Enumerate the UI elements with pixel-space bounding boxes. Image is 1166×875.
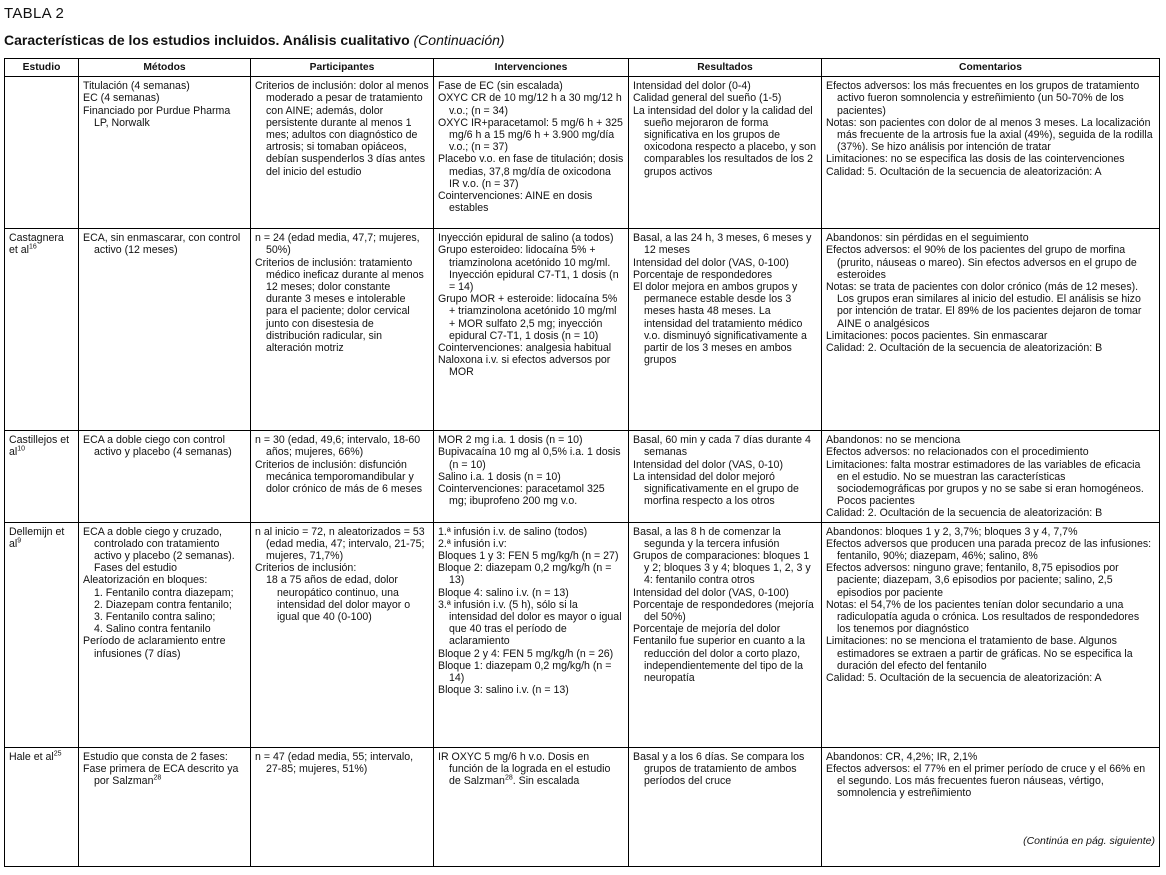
- cell-line: IR OXYC 5 mg/6 h v.o. Dosis en función de la lograda en el estudio de Salzman$^{28}$. Sin escalada: [438, 750, 611, 788]
- cell-line: Efectos adversos que producen una parada precoz de las infusiones: fentanilo, 90%; diazepam, 46%; salino, 8%: [826, 537, 1152, 563]
- cell-line: ECA a doble ciego con control activo y placebo (4 semanas): [83, 434, 232, 459]
- cell-line: La intensidad del dolor mejoró significativamente en el grupo de morfina respecto a los otros: [633, 470, 799, 508]
- cell-line: Financiado por Purdue Pharma LP, Norwalk: [83, 104, 231, 129]
- cell-comentarios: [822, 431, 1160, 522]
- cell-line: OXYC CR de 10 mg/12 h a 30 mg/12 h v.o.; (n = 34): [438, 92, 622, 117]
- cell-line: Intensidad del dolor (VAS, 0-100): [633, 586, 789, 599]
- cell-line: Notas: son pacientes con dolor de al menos 3 meses. La localización más frecuente de la artrosis fue la axial (49%), seguida de la rodilla (37%). Se hizo análisis por intención de tratar: [826, 116, 1153, 154]
- cell-line: El dolor mejora en ambos grupos y permanece estable desde los 3 meses hasta 48 meses. La intensidad del tratamiento médico v.o. disminuyó significativamente a partir de los 3 meses en ambos grupos: [633, 281, 807, 367]
- cell-line: 3.ª infusión i.v. (5 h), sólo si la intensidad del dolor es mayor o igual que 40 tras el período de aclaramiento: [438, 598, 622, 648]
- cell-line: n = 30 (edad, 49,6; intervalo, 18-60 años; mujeres, 66%): [255, 434, 421, 459]
- cell-line: Criterios de inclusión: disfunción mecánica temporomandibular y dolor crónico de más de 6 meses: [255, 458, 423, 496]
- cell-line: Bloques 1 y 3: FEN 5 mg/kg/h (n = 27): [438, 550, 619, 563]
- studies-table: [4, 58, 1160, 867]
- study-name: Dellemijn et al: [9, 525, 65, 550]
- cell-intervenciones: [434, 229, 629, 431]
- cell-line: Abandonos: sin pérdidas en el seguimiento: [826, 232, 1029, 245]
- cell-line: Grupos de comparaciones: bloques 1 y 2; bloques 3 y 4; bloques 1, 2, 3 y 4: fentanilo contra otros: [633, 550, 811, 587]
- cell-line: Abandonos: CR, 4,2%; IR, 2,1%: [826, 750, 978, 763]
- cell-line: La intensidad del dolor y la calidad del sueño mejoraron de forma significativa en los grupos de oxicodona respecto a placebo, y son comparables los resultados de los 2 grupos activos: [633, 104, 816, 178]
- cell-line: n al inicio = 72, n aleatorizados = 53 (edad media, 47; intervalo, 21-75; mujeres, 71,7%): [255, 525, 425, 563]
- cell-line: Bloque 2: diazepam 0,2 mg/kg/h (n = 13): [438, 562, 612, 587]
- table-header-row: [5, 59, 1160, 77]
- cell-resultados: [629, 747, 822, 866]
- cell-line: MOR 2 mg i.a. 1 dosis (n = 10): [438, 434, 583, 447]
- col-header-participantes: Participantes: [251, 59, 434, 77]
- cell-line: Notas: el 54,7% de los pacientes tenían dolor secundario a una radiculopatía aguda o crónica. Los resultados de respondedores los tenemos por diagnóstico: [826, 598, 1140, 636]
- cell-line: Porcentaje de respondedores: [633, 268, 772, 281]
- study-name: Castillejos et al: [9, 434, 70, 459]
- cell-line: Calidad: 5. Ocultación de la secuencia de aleatorización: A: [826, 165, 1102, 178]
- continuation-footnote: (Continúa en pág. siguiente): [1023, 835, 1155, 848]
- cell-line: Aleatorización en bloques:: [83, 574, 208, 587]
- table-row: [5, 747, 1160, 866]
- cell-line: Fase primera de ECA descrito ya por Salzman$^{28}$: [83, 762, 239, 788]
- cell-line: Calidad: 2. Ocultación de la secuencia de aleatorización: B: [826, 507, 1103, 520]
- cell-estudio: [5, 77, 79, 229]
- cell-line: Grupo esteroideo: lidocaína 5% + triamzinolona acetónido 10 mg/ml. Inyección epidural C7-T1, 1 dosis (n = 14): [438, 244, 619, 294]
- cell-line: Basal, a las 24 h, 3 meses, 6 meses y 12 meses: [633, 232, 812, 257]
- cell-intervenciones: [434, 747, 629, 866]
- cell-line: Efectos adversos: el 77% en el primer período de cruce y el 66% en el segundo. Los más frecuentes fueron náuseas, vértigo, somnolencia y estreñimiento: [826, 762, 1146, 800]
- cell-line: Notas: se trata de pacientes con dolor crónico (más de 12 meses). Los grupos eran similares al inicio del estudio. El análisis se hizo por intención de tratar. El 89% de los pacientes dejaron de tomar AINE o analgésicos: [826, 281, 1142, 330]
- study-reference: 10: [17, 445, 26, 453]
- cell-line: Criterios de inclusión: tratamiento médico ineficaz durante al menos 12 meses; dolor constante durante 3 meses e intolerable para el paciente; dolor cervical junto con disestesia de distribución radicular, sin alteración motriz: [255, 256, 424, 355]
- cell-line: Efectos adversos: ninguno grave; fentanilo, 8,75 episodios por paciente; diazepam, 3,6 episodios por paciente; salino, 2,5 episodios por paciente: [826, 562, 1119, 599]
- col-header-metodos: Métodos: [79, 59, 251, 77]
- cell-line: Período de aclaramiento entre infusiones (7 días): [83, 635, 226, 660]
- cell-participantes: [251, 229, 434, 431]
- cell-line: EC (4 semanas): [83, 92, 160, 105]
- cell-line: Porcentaje de mejoría del dolor: [633, 623, 781, 636]
- reference-superscript: 28: [504, 774, 513, 782]
- cell-line: 3. Fentanilo contra salino;: [94, 611, 216, 624]
- table-row: [5, 77, 1160, 229]
- cell-line: Limitaciones: no se menciona el tratamiento de base. Algunos estimadores se extraen a partir de gráficas. No se especifica la duración del efecto del fentanilo: [826, 635, 1133, 672]
- col-header-intervenciones: Intervenciones: [434, 59, 629, 77]
- cell-line: Bloque 2 y 4: FEN 5 mg/kg/h (n = 26): [438, 647, 614, 660]
- cell-comentarios: [822, 77, 1160, 229]
- cell-line: Fentanilo fue superior en cuanto a la reducción del dolor a corto plazo, independientemente del tipo de la neuropatía: [633, 635, 805, 685]
- cell-estudio: [5, 522, 79, 747]
- col-header-resultados: Resultados: [629, 59, 822, 77]
- cell-line: Cointervenciones: AINE en dosis estables: [438, 190, 593, 215]
- cell-line: Bloque 4: salino i.v. (n = 13): [438, 586, 569, 599]
- cell-resultados: [629, 77, 822, 229]
- cell-comentarios: [822, 522, 1160, 747]
- cell-line: ECA a doble ciego y cruzado, controlado con tratamiento activo y placebo (2 semanas). Fases del estudio: [83, 525, 235, 575]
- study-name: Hale et al: [9, 750, 54, 763]
- cell-line: Calidad: 5. Ocultación de la secuencia de aleatorización: A: [826, 672, 1102, 685]
- cell-participantes: [251, 747, 434, 866]
- cell-metodos: [79, 431, 251, 522]
- cell-participantes: [251, 431, 434, 522]
- cell-line: Bloque 1: diazepam 0,2 mg/kg/h (n = 14): [438, 659, 612, 685]
- cell-line: Criterios de inclusión:: [255, 562, 357, 575]
- cell-intervenciones: [434, 431, 629, 522]
- study-reference: 25: [53, 750, 62, 758]
- cell-participantes: [251, 522, 434, 747]
- study-reference: 16: [29, 243, 37, 251]
- cell-line: Calidad general del sueño (1-5): [633, 92, 782, 105]
- table-label: TABLA 2: [4, 5, 65, 22]
- cell-line: Intensidad del dolor (0-4): [633, 80, 751, 93]
- study-name: Castagnera et al: [9, 232, 64, 257]
- cell-estudio: [5, 229, 79, 431]
- table-caption: [4, 32, 505, 48]
- cell-line: 1. Fentanilo contra diazepam;: [94, 586, 234, 599]
- cell-comentarios: [822, 747, 1160, 866]
- cell-line: Abandonos: bloques 1 y 2, 3,7%; bloques 3 y 4, 7,7%: [826, 525, 1078, 538]
- cell-line: Inyección epidural de salino (a todos): [438, 232, 614, 245]
- cell-line: Efectos adversos: los más frecuentes en los grupos de tratamiento activo fueron somnolencia y estreñimiento (un 50-70% de los pacientes): [826, 80, 1140, 117]
- table-body: [5, 77, 1160, 866]
- cell-line: Naloxona i.v. si efectos adversos por MOR: [438, 354, 611, 379]
- table-row: [5, 431, 1160, 522]
- cell-line: Porcentaje de respondedores (mejoría del 50%): [633, 598, 814, 624]
- caption-main: Características de los estudios incluidos. Análisis cualitativo: [4, 32, 410, 48]
- table-row: [5, 229, 1160, 431]
- cell-line: Basal, 60 min y cada 7 días durante 4 semanas: [633, 434, 811, 459]
- cell-line: Bloque 3: salino i.v. (n = 13): [438, 684, 569, 697]
- cell-line: Basal y a los 6 días. Se compara los grupos de tratamiento de ambos períodos del cruce: [633, 750, 805, 788]
- cell-line: Abandonos: no se menciona: [826, 434, 961, 447]
- cell-resultados: [629, 229, 822, 431]
- cell-metodos: [79, 229, 251, 431]
- cell-line: Placebo v.o. en fase de titulación; dosis medias, 37,8 mg/día de oxicodona IR v.o. (n = 37): [438, 153, 624, 190]
- cell-comentarios: [822, 229, 1160, 431]
- col-header-comentarios: Comentarios: [822, 59, 1160, 77]
- cell-intervenciones: [434, 77, 629, 229]
- cell-line: 18 a 75 años de edad, dolor neuropático continuo, una intensidad del dolor mayor o igual que 40 (0-100): [266, 574, 411, 624]
- cell-metodos: [79, 522, 251, 747]
- cell-line: 1.ª infusión i.v. de salino (todos): [438, 525, 588, 538]
- cell-line: 2. Diazepam contra fentanilo;: [94, 598, 232, 611]
- cell-line: Limitaciones: pocos pacientes. Sin enmascarar: [826, 329, 1048, 342]
- cell-participantes: [251, 77, 434, 229]
- cell-line: Limitaciones: falta mostrar estimadores de las variables de eficacia en el estudio. No se muestran las características sociodemográficas por grupos y no se sabe si eran homogéneos. Pocos pacientes: [826, 458, 1144, 508]
- cell-resultados: [629, 431, 822, 522]
- cell-line: n = 47 (edad media, 55; intervalo, 27-85; mujeres, 51%): [255, 750, 414, 775]
- cell-metodos: [79, 77, 251, 229]
- cell-line: 2.ª infusión i.v:: [438, 537, 507, 550]
- cell-line: Efectos adversos: no relacionados con el procedimiento: [826, 446, 1089, 459]
- caption-continuation: (Continuación): [413, 32, 505, 48]
- cell-estudio: [5, 431, 79, 522]
- cell-estudio: [5, 747, 79, 866]
- cell-line: OXYC IR+paracetamol: 5 mg/6 h + 325 mg/6 h a 15 mg/6 h + 3.900 mg/día v.o.; (n = 37): [438, 116, 623, 154]
- cell-line: Estudio que consta de 2 fases:: [83, 750, 228, 763]
- cell-line: Cointervenciones: paracetamol 325 mg; ibuprofeno 200 mg v.o.: [438, 483, 605, 508]
- cell-line: n = 24 (edad media, 47,7; mujeres, 50%): [255, 232, 420, 257]
- reference-superscript: 28: [153, 774, 162, 782]
- cell-line: 4. Salino contra fentanilo: [94, 623, 211, 636]
- cell-line: Basal, a las 8 h de comenzar la segunda y la tercera infusión: [633, 525, 781, 550]
- cell-line: Cointervenciones: analgesia habitual: [438, 342, 612, 355]
- cell-intervenciones: [434, 522, 629, 747]
- cell-line: Intensidad del dolor (VAS, 0-100): [633, 256, 789, 269]
- cell-line: Calidad: 2. Ocultación de la secuencia de aleatorización: B: [826, 342, 1103, 355]
- cell-line: Titulación (4 semanas): [83, 80, 190, 93]
- cell-line: Criterios de inclusión: dolor al menos moderado a pesar de tratamiento con AINE; además, dolor persistente durante al menos 1 mes; adultos con diagnóstico de artrosis; si tomaban opiáceos, debían suspenderlos 3 días antes del inicio del estudio: [255, 80, 429, 178]
- cell-line: Efectos adversos: el 90% de los pacientes del grupo de morfina (prurito, náuseas o mareo). Sin efectos adversos en el grupo de esteroides: [826, 244, 1137, 281]
- cell-line: Fase de EC (sin escalada): [438, 80, 563, 93]
- table-row: [5, 522, 1160, 747]
- cell-line: Bupivacaína 10 mg al 0,5% i.a. 1 dosis (n = 10): [438, 446, 621, 471]
- cell-line: ECA, sin enmascarar, con control activo (12 meses): [83, 232, 241, 257]
- study-reference: 9: [17, 537, 22, 545]
- cell-line: Intensidad del dolor (VAS, 0-10): [633, 458, 783, 471]
- cell-resultados: [629, 522, 822, 747]
- cell-line: Salino i.a. 1 dosis (n = 10): [438, 470, 561, 483]
- cell-line: Limitaciones: no se especifica las dosis de las cointervenciones: [826, 153, 1125, 166]
- cell-line: Grupo MOR + esteroide: lidocaína 5% + triamzinolona acetónido 10 mg/ml + MOR sulfato 2,5 mg; inyección epidural C7-T1, 1 dosis (n = 10): [438, 293, 618, 342]
- cell-metodos: [79, 747, 251, 866]
- col-header-estudio: Estudio: [5, 59, 79, 77]
